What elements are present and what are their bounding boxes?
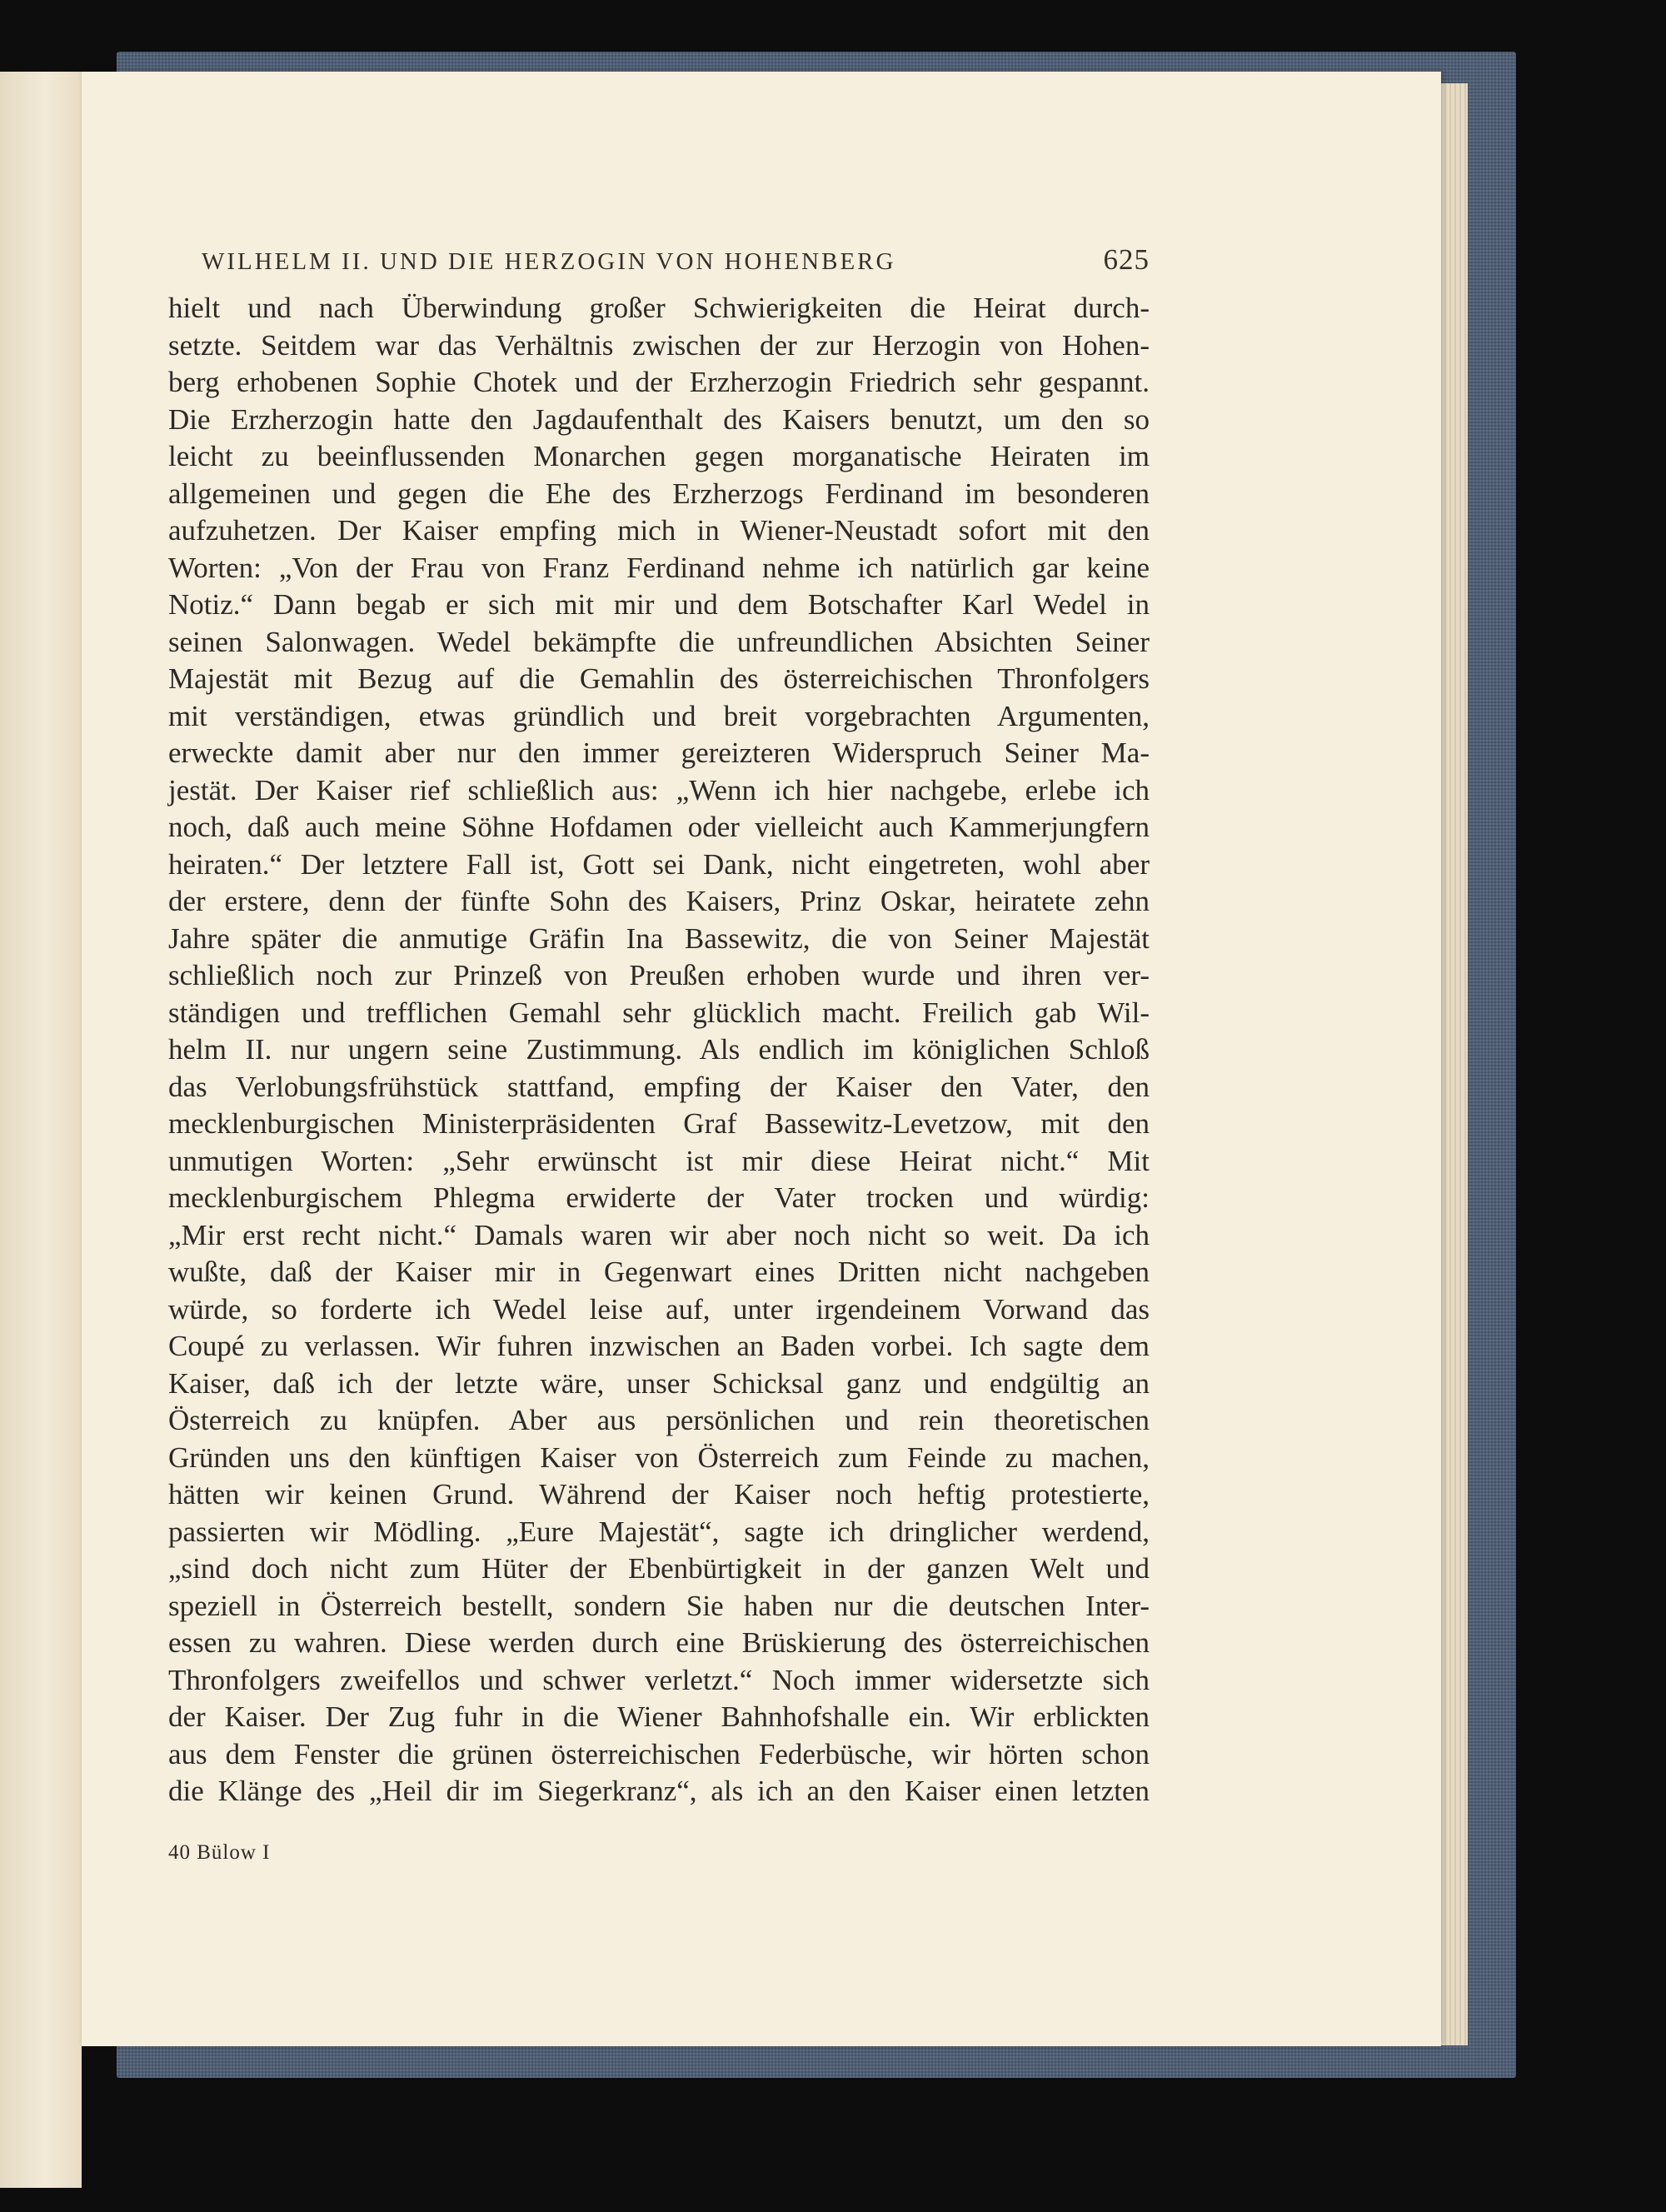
text-line: heiraten.“ Der letztere Fall ist, Gott sei Dank, nicht eingetreten, wohl aber — [168, 847, 1150, 881]
text-line: Österreich zu knüpfen. Aber aus persönlichen und rein theoretischen — [168, 1404, 1150, 1436]
text-line: „sind doch nicht zum Hüter der Ebenbürtigkeit in der ganzen Welt und — [168, 1552, 1150, 1585]
running-head — [202, 243, 1150, 285]
text-line: berg erhobenen Sophie Chotek und der Erzherzogin Friedrich sehr gespannt. — [168, 366, 1150, 398]
text-line: hielt und nach Überwindung großer Schwierigkeiten die Heirat durch- — [168, 292, 1150, 324]
text-line: leicht zu beeinflussenden Monarchen gegen morganatische Heiraten im — [168, 440, 1150, 472]
text-line: Kaiser, daß ich der letzte wäre, unser Schicksal ganz und endgültig an — [168, 1366, 1150, 1400]
text-line: Worten: „Von der Frau von Franz Ferdinand nehme ich natürlich gar keine — [168, 551, 1150, 584]
text-line: Notiz.“ Dann begab er sich mit mir und dem Botschafter Karl Wedel in — [168, 588, 1150, 621]
text-line: Die Erzherzogin hatte den Jagdaufenthalt des Kaisers benutzt, um den so — [168, 402, 1150, 436]
printer-signature: 40 Bülow I — [168, 1841, 271, 1864]
left-page-edge — [0, 72, 82, 2188]
text-line: seinen Salonwagen. Wedel bekämpfte die unfreundlichen Absichten Seiner — [168, 625, 1150, 658]
text-line: ständigen und trefflichen Gemahl sehr glücklich macht. Freilich gab Wil- — [168, 996, 1150, 1029]
text-line: setzte. Seitdem war das Verhältnis zwischen der zur Herzogin von Hohen- — [168, 328, 1150, 362]
running-head-title: WILHELM II. UND DIE HERZOGIN VON HOHENBERG — [202, 248, 896, 275]
text-line: helm II. nur ungern seine Zustimmung. Als endlich im königlichen Schloß — [168, 1033, 1150, 1066]
text-line: aufzuhetzen. Der Kaiser empfing mich in Wiener-Neustadt sofort mit den — [168, 514, 1150, 547]
text-line: speziell in Österreich bestellt, sondern Sie haben nur die deutschen Inter- — [168, 1589, 1150, 1622]
text-line: unmutigen Worten: „Sehr erwünscht ist mir diese Heirat nicht.“ Mit — [168, 1144, 1150, 1177]
text-line: mecklenburgischen Ministerpräsidenten Graf Bassewitz-Levetzow, mit den — [168, 1107, 1150, 1140]
text-line: das Verlobungsfrühstück stattfand, empfing der Kaiser den Vater, den — [168, 1070, 1150, 1103]
text-line: die Klänge des „Heil dir im Siegerkranz“, als ich an den Kaiser einen letzten — [168, 1775, 1150, 1807]
text-line: „Mir erst recht nicht.“ Damals waren wir aber noch nicht so weit. Da ich — [168, 1218, 1150, 1251]
text-line: essen zu wahren. Diese werden durch eine Brüskierung des österreichischen — [168, 1626, 1150, 1659]
text-line: schließlich noch zur Prinzeß von Preußen erhoben wurde und ihren ver- — [168, 959, 1150, 991]
text-line: erweckte damit aber nur den immer gereizteren Widerspruch Seiner Ma- — [168, 737, 1150, 769]
text-line: allgemeinen und gegen die Ehe des Erzherzogs Ferdinand im besonderen — [168, 477, 1150, 510]
text-line: hätten wir keinen Grund. Während der Kaiser noch heftig protestierte, — [168, 1478, 1150, 1510]
text-line: der Kaiser. Der Zug fuhr in die Wiener Bahnhofshalle ein. Wir erblickten — [168, 1700, 1150, 1733]
body-text — [168, 290, 1150, 1810]
page-number: 625 — [1103, 243, 1150, 276]
text-line: noch, daß auch meine Söhne Hofdamen oder vielleicht auch Kammerjungfern — [168, 811, 1150, 843]
text-line: mit verständigen, etwas gründlich und breit vorgebrachten Argumenten, — [168, 699, 1150, 732]
text-line: mecklenburgischem Phlegma erwiderte der Vater trocken und würdig: — [168, 1181, 1150, 1214]
text-line: jestät. Der Kaiser rief schließlich aus: „Wenn ich hier nachgebe, erlebe ich — [168, 773, 1150, 806]
text-line: Majestät mit Bezug auf die Gemahlin des österreichischen Thronfolgers — [168, 662, 1150, 695]
text-line: Thronfolgers zweifellos und schwer verletzt.“ Noch immer widersetzte sich — [168, 1663, 1150, 1696]
text-line: Gründen uns den künftigen Kaiser von Österreich zum Feinde zu machen, — [168, 1441, 1150, 1474]
text-line: passierten wir Mödling. „Eure Majestät“, sagte ich dringlicher werdend, — [168, 1515, 1150, 1548]
text-line: wußte, daß der Kaiser mir in Gegenwart eines Dritten nicht nachgeben — [168, 1256, 1150, 1288]
text-line: aus dem Fenster die grünen österreichischen Federbüsche, wir hörten schon — [168, 1737, 1150, 1770]
text-line: Jahre später die anmutige Gräfin Ina Bassewitz, die von Seiner Majestät — [168, 921, 1150, 955]
text-line: würde, so forderte ich Wedel leise auf, unter irgendeinem Vorwand das — [168, 1292, 1150, 1326]
text-line: Coupé zu verlassen. Wir fuhren inzwischen an Baden vorbei. Ich sagte dem — [168, 1330, 1150, 1362]
text-line: der erstere, denn der fünfte Sohn des Kaisers, Prinz Oskar, heiratete zehn — [168, 885, 1150, 917]
